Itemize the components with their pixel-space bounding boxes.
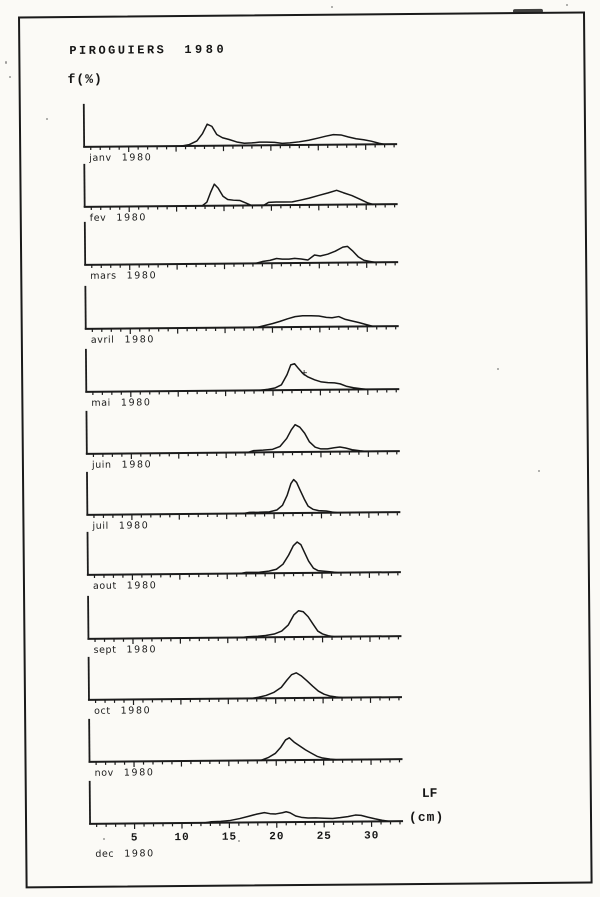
- x-tick-label-30: 30: [364, 830, 379, 842]
- panel-month: mai: [91, 398, 111, 409]
- panel-year: 1980: [124, 767, 155, 778]
- panel-month: janv: [89, 153, 112, 164]
- panel-month: juil: [92, 521, 108, 532]
- frequency-curve-oct: [251, 672, 342, 698]
- panel-year: 1980: [124, 848, 155, 859]
- panel-label-mai: [91, 397, 151, 409]
- panel-label-juin: [92, 459, 152, 471]
- panel-chart-nov: [88, 713, 418, 770]
- panel-label-mars: [90, 270, 157, 282]
- scan-smudge: [513, 9, 543, 13]
- panel-chart-juin: [85, 405, 415, 462]
- panel-year: 1980: [127, 270, 158, 281]
- frequency-curve-sept: [242, 610, 334, 637]
- x-axis-line: [84, 204, 398, 207]
- panel-year: 1980: [121, 397, 152, 408]
- panel-month: fev: [90, 213, 107, 224]
- x-axis-line: [88, 697, 402, 700]
- x-axis-line: [85, 326, 399, 329]
- frequency-curve-nov: [261, 737, 336, 760]
- x-tick-label-15: 15: [222, 832, 237, 844]
- x-axis-line: [89, 821, 403, 824]
- panel-chart-mars: [84, 216, 414, 273]
- x-tick-label-25: 25: [317, 831, 332, 843]
- panel-chart-fev: [83, 158, 413, 215]
- x-axis-label-cm: (cm): [409, 810, 444, 825]
- panel-year: 1980: [127, 580, 158, 591]
- panel-month: juin: [92, 460, 112, 471]
- panel-year: 1980: [119, 520, 150, 531]
- x-tick-label-10: 10: [174, 832, 189, 844]
- panel-label-oct: [94, 705, 151, 716]
- panel-label-aout: [93, 580, 157, 592]
- x-axis-line: [86, 451, 400, 454]
- frequency-curve-mai: [259, 363, 366, 390]
- panel-month: nov: [95, 768, 114, 779]
- figure-title-main: PIROGUIERS: [69, 43, 166, 58]
- panel-chart-sept: [87, 590, 417, 647]
- panel-month: mars: [90, 271, 116, 282]
- frequency-curve-aout: [240, 542, 338, 574]
- x-axis-line: [85, 389, 399, 392]
- panel-label-dec: [95, 848, 155, 860]
- panel-year: 1980: [126, 644, 157, 655]
- panel-label-avril: [91, 334, 155, 346]
- panel-chart-oct: [88, 651, 418, 708]
- frequency-curve-janv: [182, 123, 384, 146]
- panel-chart-janv: [83, 98, 413, 155]
- panel-year: 1980: [124, 334, 155, 345]
- panel-year: 1980: [121, 705, 152, 716]
- y-axis-label: f(%): [67, 72, 102, 87]
- panel-label-nov: [95, 767, 155, 779]
- panel-label-sept: [93, 644, 157, 656]
- x-axis-label-lf: LF: [422, 786, 438, 801]
- panel-chart-juil: [86, 466, 416, 523]
- x-axis-line: [84, 262, 398, 265]
- frequency-curve-juil: [243, 479, 337, 513]
- panel-chart-aout: [86, 526, 416, 583]
- panel-label-fev: [90, 212, 147, 223]
- frequency-curve-fev: [202, 183, 373, 206]
- panels-stack: [0, 0, 600, 3]
- figure-title: [69, 43, 227, 58]
- panel-chart-mai: [85, 343, 415, 400]
- panel-year: 1980: [116, 212, 147, 223]
- panel-chart-dec: [89, 775, 420, 848]
- panel-label-juil: [92, 520, 149, 531]
- x-tick-label-20: 20: [269, 831, 284, 843]
- frequency-curve-mars: [256, 246, 376, 263]
- panel-year: 1980: [122, 152, 153, 163]
- plus-annotation: +: [300, 369, 308, 379]
- panel-label-janv: [89, 152, 152, 164]
- panel-month: avril: [91, 335, 115, 346]
- panel-month: sept: [93, 645, 116, 656]
- x-tick-label-5: 5: [131, 832, 139, 844]
- panel-month: oct: [94, 706, 111, 717]
- x-axis-line: [89, 759, 403, 762]
- panel-month: dec: [95, 849, 114, 860]
- panel-year: 1980: [122, 459, 153, 470]
- frequency-curve-juin: [248, 424, 367, 452]
- panel-chart-avril: [84, 280, 414, 337]
- figure-title-year: 1980: [184, 43, 227, 57]
- x-axis-line: [83, 144, 397, 147]
- panel-month: aout: [93, 581, 117, 592]
